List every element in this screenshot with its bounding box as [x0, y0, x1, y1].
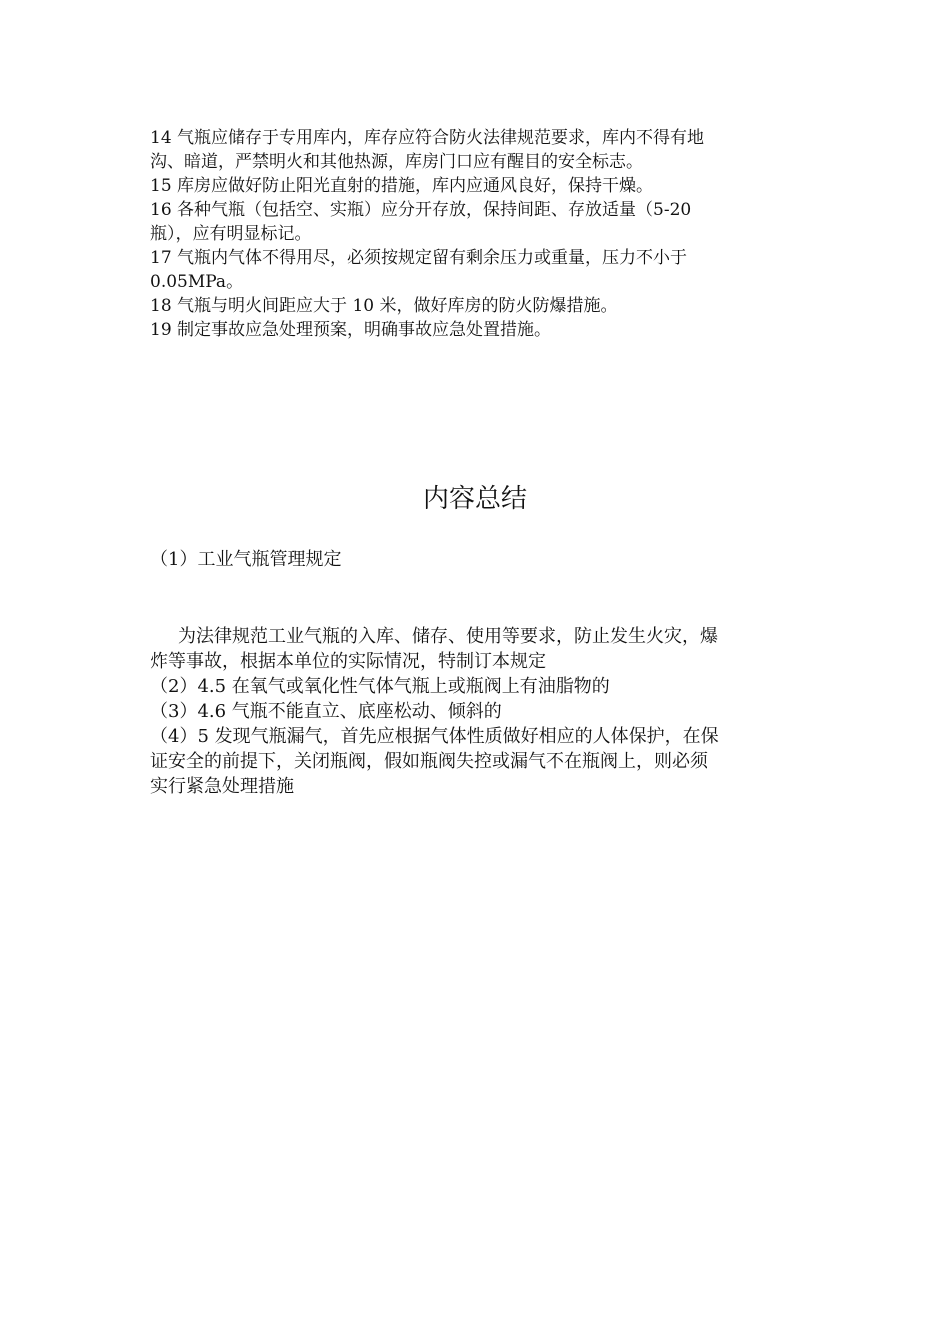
summary-block — [150, 547, 805, 799]
rule-item-17: 17 气瓶内气体不得用尽，必须按规定留有剩余压力或重量，压力不小于 0.05MPa。 — [150, 248, 688, 292]
summary-title: 内容总结 — [422, 484, 527, 514]
rule-item-14: 14 气瓶应储存于专用库内，库存应符合防火法律规范要求，库内不得有地 沟、暗道，严禁明火和其他热源，库房门口应有醒目的安全标志。 — [150, 128, 705, 172]
rules-list — [150, 126, 780, 342]
rule-item-15: 15 库房应做好防止阳光直射的措施，库内应通风良好，保持干燥。 — [150, 176, 654, 196]
rule-item-19: 19 制定事故应急处理预案，明确事故应急处置措施。 — [150, 320, 552, 340]
summary-intro: 为法律规范工业气瓶的入库、储存、使用等要求，防止发生火灾，爆 炸等事故，根据本单位的实际情况，特制订本规定 — [150, 626, 718, 672]
summary-item-2: （2）4.5 在氧气或氧化性气体气瓶上或瓶阀上有油脂物的 — [150, 676, 610, 697]
summary-item-4: （4）5 发现气瓶漏气，首先应根据气体性质做好相应的人体保护，在保 证安全的前提下，关闭瓶阀，假如瓶阀失控或漏气不在瓶阀上，则必须 实行紧急处理措施 — [150, 726, 719, 797]
summary-item-3: （3）4.6 气瓶不能直立、底座松动、倾斜的 — [150, 701, 502, 722]
rule-item-16: 16 各种气瓶（包括空、实瓶）应分开存放，保持间距、存放适量（5-20 瓶），应有明显标记。 — [150, 200, 692, 244]
rule-item-18: 18 气瓶与明火间距应大于 10 米，做好库房的防火防爆措施。 — [150, 296, 618, 316]
summary-heading: （1）工业气瓶管理规定 — [150, 549, 342, 570]
